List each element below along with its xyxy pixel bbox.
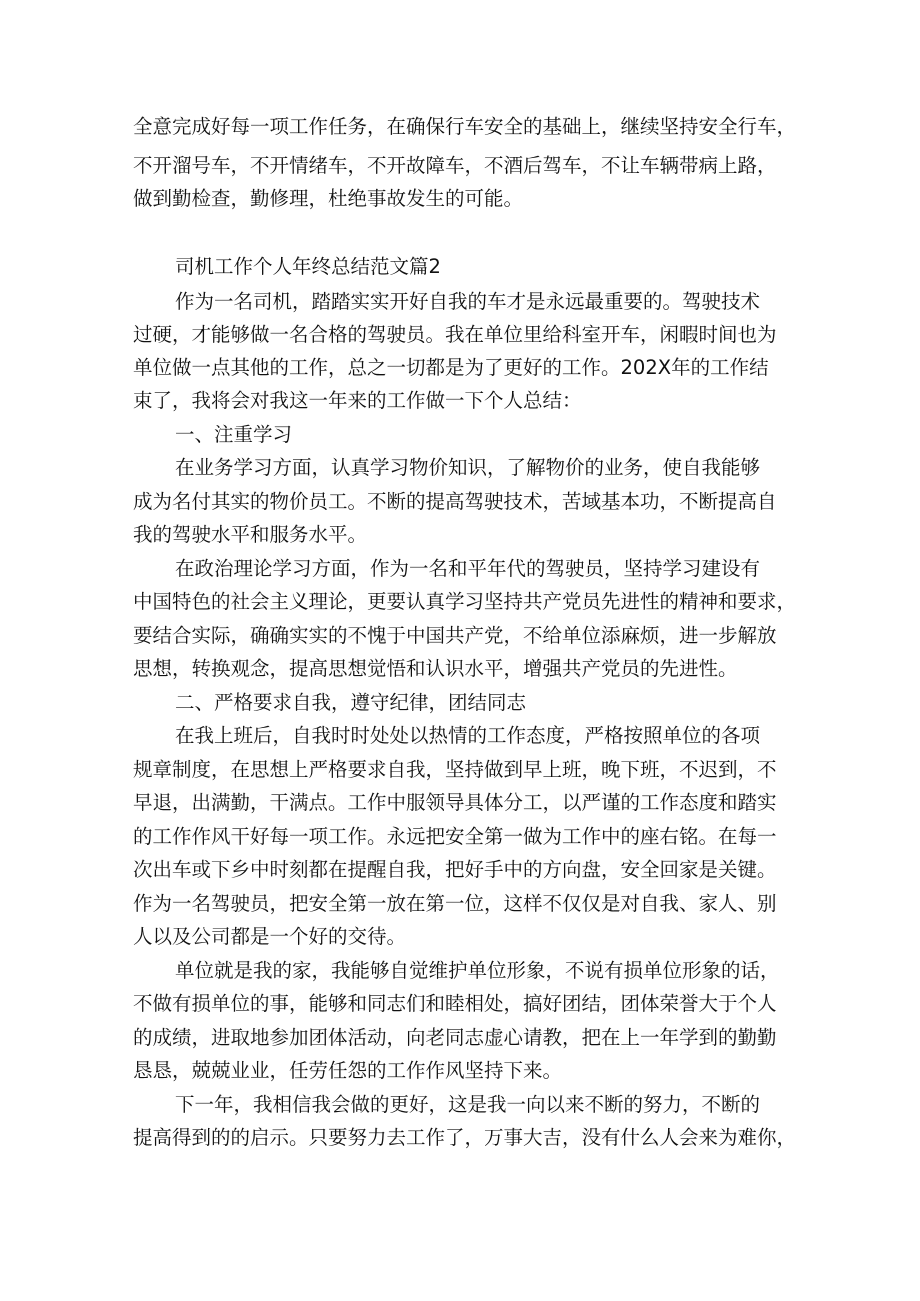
text-line: 我的驾驶水平和服务水平。 <box>133 523 368 546</box>
text-line: 作为一名司机，踏踏实实开好自我的车才是永远最重要的。驾驶技术 <box>175 290 761 313</box>
heading-study: 一、注重学习 <box>175 423 293 446</box>
text-line: 单位就是我的家，我能够自觉维护单位形象，不说有损单位形象的话， <box>175 959 780 982</box>
text-line: 恳恳，兢兢业业，任劳任怨的工作作风坚持下来。 <box>133 1059 563 1082</box>
text-line: 做到勤检查，勤修理，杜绝事故发生的可能。 <box>133 187 524 210</box>
text-line: 在我上班后，自我时时处处以热情的工作态度，严格按照单位的各项 <box>175 724 761 747</box>
text-line: 成为名付其实的物价员工。不断的提高驾驶技术，苦域基本功，不断提高自 <box>133 490 777 513</box>
text-line: 思想，转换观念，提高思想觉悟和认识水平，增强共产党员的先进性。 <box>133 657 738 680</box>
text-line: 提高得到的的启示。只要努力去工作了，万事大吉，没有什么人会来为难你， <box>133 1126 797 1149</box>
text-line: 的成绩，进取地参加团体活动，向老同志虚心请教，把在上一年学到的勤勤 <box>133 1026 777 1049</box>
text-line: 不开溜号车，不开情绪车，不开故障车，不酒后驾车，不让车辆带病上路， <box>133 154 777 177</box>
text-line: 单位做一点其他的工作，总之一切都是为了更好的工作。202X年的工作结 <box>133 356 769 379</box>
text-line: 过硬，才能够做一名合格的驾驶员。我在单位里给科室开车，闲暇时间也为 <box>133 323 777 346</box>
text-line: 的工作作风干好每一项工作。永远把安全第一做为工作中的座右铭。在每一 <box>133 825 777 848</box>
heading-discipline: 二、严格要求自我，遵守纪律，团结同志 <box>175 691 527 714</box>
text-line: 作为一名驾驶员，把安全第一放在第一位，这样不仅仅是对自我、家人、别 <box>133 892 777 915</box>
section-title: 司机工作个人年终总结范文篇2 <box>175 255 441 278</box>
text-line: 中国特色的社会主义理论，更要认真学习坚持共产党员先进性的精神和要求， <box>133 590 797 613</box>
text-line: 规章制度，在思想上严格要求自我，坚持做到早上班，晚下班，不迟到，不 <box>133 758 777 781</box>
text-line: 全意完成好每一项工作任务，在确保行车安全的基础上，继续坚持安全行车， <box>133 115 797 138</box>
text-line: 不做有损单位的事，能够和同志们和睦相处，搞好团结，团体荣誉大于个人 <box>133 992 777 1015</box>
text-line: 人以及公司都是一个好的交待。 <box>133 925 407 948</box>
text-line: 在业务学习方面，认真学习物价知识，了解物价的业务，使自我能够 <box>175 456 761 479</box>
text-line: 下一年，我相信我会做的更好，这是我一向以来不断的努力，不断的 <box>175 1093 761 1116</box>
text-line: 在政治理论学习方面，作为一名和平年代的驾驶员，坚持学习建设有 <box>175 557 761 580</box>
text-line: 早退，出满勤，干满点。工作中服领导具体分工，以严谨的工作态度和踏实 <box>133 791 777 814</box>
text-line: 要结合实际，确确实实的不愧于中国共产党，不给单位添麻烦，进一步解放 <box>133 624 777 647</box>
text-line: 次出车或下乡中时刻都在提醒自我，把好手中的方向盘，安全回家是关键。 <box>133 858 777 881</box>
text-line: 束了，我将会对我这一年来的工作做一下个人总结： <box>133 389 582 412</box>
